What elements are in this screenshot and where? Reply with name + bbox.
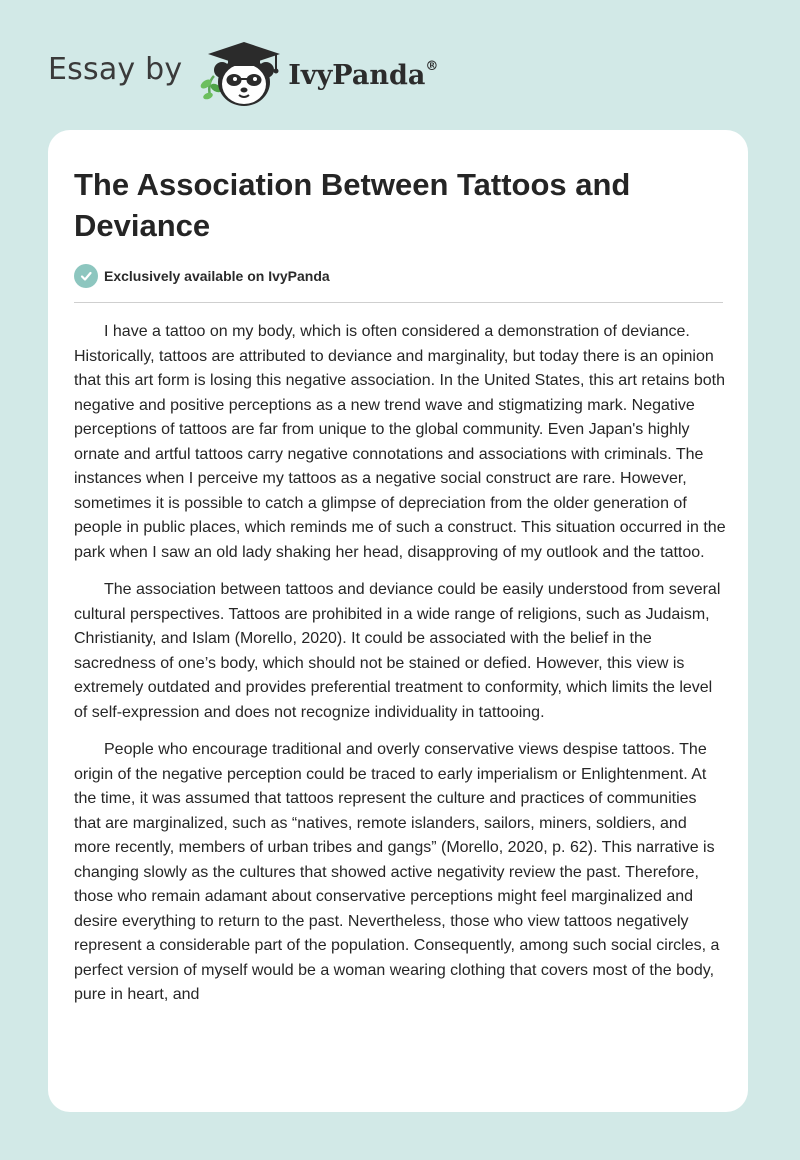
essay-body	[74, 320, 726, 1021]
paragraph: I have a tattoo on my body, which is often considered a demonstration of deviance. Historically, tattoos are attributed to deviance and marginality, but today there is an opinion that this art form is losing this negative association. In the United States, this art retains both negative and positive perceptions as a new trend wave and stigmatizing mark. Negative perceptions of tattoos are far from unique to the global community. Even Japan's highly ornate and artful tattoos carry negative connotations and associations with criminals. The instances when I perceive my tattoos as a negative social construct are rare. However, sometimes it is possible to catch a glimpse of depreciation from the older generation of people in public places, which reminds me of such a construct. This situation occurred in the park when I saw an old lady shaking her head, disapproving of my outlook and the tattoo.	[74, 323, 726, 561]
panda-graduate-logo-icon[interactable]	[196, 36, 284, 110]
paragraph: The association between tattoos and deviance could be easily understood from several cultural perspectives. Tattoos are prohibited in a wide range of religions, such as Judaism, Christianity, and Islam (Morello, 2020). It could be associated with the belief in the sacredness of one’s body, which should not be stained or defied. However, this view is extremely outdated and provides preferential treatment to conformity, which limits the level of self-expression and does not recognize individuality in tattooing.	[74, 581, 721, 721]
paragraph: People who encourage traditional and overly conservative views despise tattoos. The origin of the negative perception could be traced to early imperialism or Enlightenment. At the time, it was assumed that tattoos represent the culture and practices of communities that are marginalized, such as “natives, remote islanders, sailors, miners, soldiers, and more recently, members of urban tribes and gangs” (Morello, 2020, p. 62). This narrative is changing slowly as the cultures that showed active negativity review the past. Therefore, those who remain adamant about conservative perceptions might feel marginalized and desire everything to return to the past. Nevertheless, those who view tattoos negatively represent a considerable part of the population. Consequently, among such social circles, a perfect version of myself would be a woman wearing clothing that covers most of the body, pure in heart, and	[74, 741, 720, 1003]
essay-title: The Association Between Tattoos and Deviance	[74, 167, 631, 243]
title-divider	[74, 302, 723, 303]
registered-mark: ®	[425, 58, 439, 74]
site-header	[48, 36, 488, 110]
brand-name[interactable]	[288, 60, 438, 91]
essay-card	[48, 130, 748, 1112]
brand-text: IvyPanda	[288, 59, 426, 91]
check-circle-icon	[74, 264, 98, 288]
badge-label: Exclusively available on IvyPanda	[104, 268, 330, 284]
essay-by-label: Essay by	[48, 51, 183, 87]
exclusive-badge	[74, 264, 330, 288]
